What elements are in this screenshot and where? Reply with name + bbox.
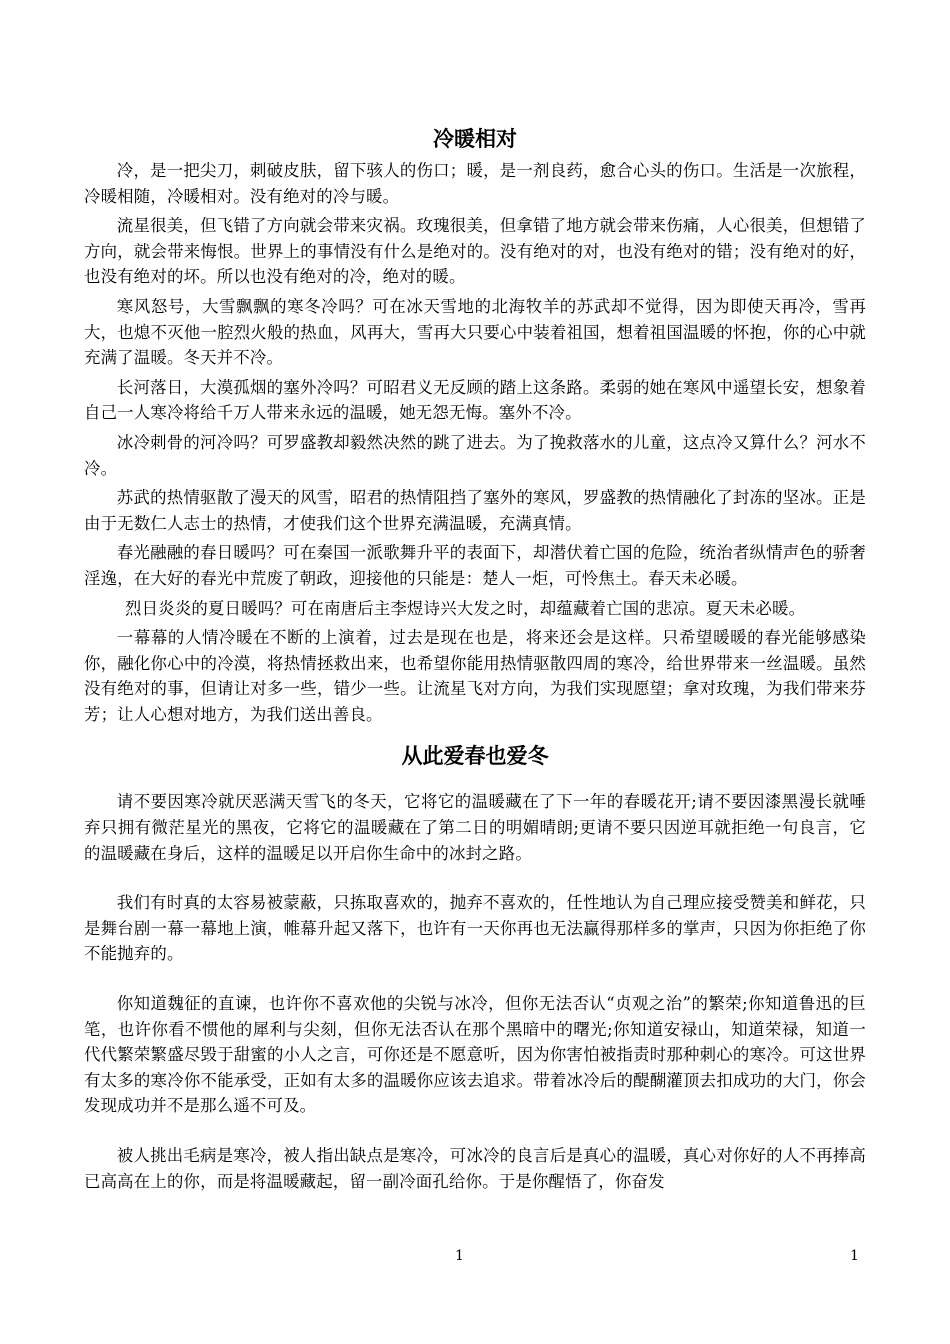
paragraph: 冰冷刺骨的河冷吗？可罗盛教却毅然决然的跳了进去。为了挽救落水的儿童，这点冷又算什么？河水不冷。 — [84, 432, 866, 478]
paragraph: 流星很美，但飞错了方向就会带来灾祸。玫瑰很美，但拿错了地方就会带来伤痛，人心很美，但想错了方向，就会带来悔恨。世界上的事情没有什么是绝对的。没有绝对的对，也没有绝对的错；没有绝对的好，也没有绝对的坏。所以也没有绝对的冷，绝对的暖。 — [84, 216, 866, 287]
paragraph: 苏武的热情驱散了漫天的风雪，昭君的热情阻挡了塞外的寒风，罗盛教的热情融化了封冻的坚冰。正是由于无数仁人志士的热情，才使我们这个世界充满温暖，充满真情。 — [84, 488, 866, 533]
paragraph: 冷，是一把尖刀，刺破皮肤，留下骇人的伤口；暖，是一剂良药，愈合心头的伤口。生活是一次旅程，冷暖相随，冷暖相对。没有绝对的冷与暖。 — [84, 161, 866, 206]
essay-title-2: 从此爱春也爱冬 — [401, 743, 549, 769]
paragraph: 烈日炎炎的夏日暖吗？可在南唐后主李煜诗兴大发之时，却蕴藏着亡国的悲凉。夏天未必暖。 — [125, 598, 806, 618]
document-page — [84, 120, 866, 1198]
paragraph: 你知道魏征的直谏，也许你不喜欢他的尖锐与冰冷，但你无法否认“贞观之治”的繁荣;你知道鲁迅的巨笔，也许你看不惯他的犀利与尖刻，但你无法否认在那个黑暗中的曙光;你知道安禄山，知道荣禄，知道一代代繁荣繁盛尽毁于甜蜜的小人之言，可你还是不愿意听，因为你害怕被指责时那种刺心的寒冷。可这世界有太多的寒冷你不能承受，正如有太多的温暖你应该去追求。带着冰冷后的醍醐灌顶去扣成功的大门，你会发现成功并不是那么遥不可及。 — [84, 994, 866, 1116]
essay-title-1: 冷暖相对 — [433, 126, 517, 151]
paragraph: 寒风怒号，大雪飘飘的寒冬冷吗？可在冰天雪地的北海牧羊的苏武却不觉得，因为即使天再冷，雪再大，也熄不灭他一腔烈火般的热血，风再大，雪再大只要心中装着祖国，想着祖国温暖的怀抱，你的心中就充满了温暖。冬天并不冷。 — [84, 296, 866, 368]
page-number-center: 1 — [455, 1248, 464, 1264]
paragraph: 一幕幕的人情冷暖在不断的上演着，过去是现在也是，将来还会是这样。只希望暖暖的春光能够感染你，融化你心中的冷漠，将热情拯救出来，也希望你能用热情驱散四周的寒冷，给世界带来一丝温暖。虽然没有绝对的事，但请让对多一些，错少一些。让流星飞对方向，为我们实现愿望；拿对玫瑰，为我们带来芬芳；让人心想对地方，为我们送出善良。 — [84, 628, 866, 724]
paragraph: 春光融融的春日暖吗？可在秦国一派歌舞升平的表面下，却潜伏着亡国的危险，统治者纵情声色的骄奢淫逸，在大好的春光中荒废了朝政，迎接他的只能是：楚人一炬，可怜焦土。春天未必暖。 — [84, 543, 866, 588]
paragraph: 长河落日，大漠孤烟的塞外冷吗？可昭君义无反顾的踏上这条路。柔弱的她在寒风中遥望长安，想象着自己一人寒冷将给千万人带来永远的温暖，她无怨无悔。塞外不冷。 — [84, 377, 866, 423]
paragraph: 请不要因寒冷就厌恶满天雪飞的冬天，它将它的温暖藏在了下一年的春暖花开;请不要因漆黑漫长就唾弃只拥有微茫星光的黑夜，它将它的温暖藏在了第二日的明媚晴朗;更请不要只因逆耳就拒绝一句良言，它的温暖藏在身后，这样的温暖足以开启你生命中的冰封之路。 — [84, 792, 866, 863]
paragraph: 被人挑出毛病是寒冷，被人指出缺点是寒冷，可冰冷的良言后是真心的温暖，真心对你好的人不再捧高已高高在上的你，而是将温暖藏起，留一副冷面孔给你。于是你醒悟了，你奋发 — [84, 1146, 866, 1191]
paragraph: 我们有时真的太容易被蒙蔽，只拣取喜欢的，抛弃不喜欢的，任性地认为自己理应接受赞美和鲜花，只是舞台剧一幕一幕地上演，帷幕升起又落下，也许有一天你再也无法赢得那样多的掌声，只因为你拒绝了你不能抛弃的。 — [84, 893, 866, 964]
page-number-right: 1 — [850, 1248, 859, 1264]
